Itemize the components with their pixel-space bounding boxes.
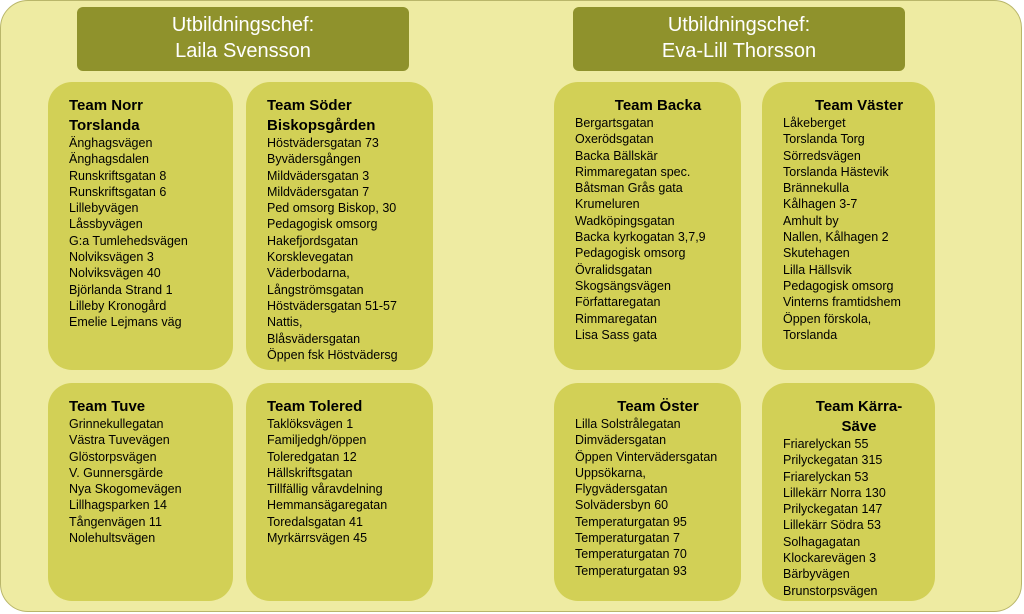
address-item: Långströmsgatan: [267, 282, 364, 297]
address-item: Mildvädersgatan 7: [267, 184, 370, 199]
address-item: Korsklevegatan: [267, 250, 354, 265]
address-item: Lillekärr Södra 53: [783, 518, 881, 533]
address-item: Hemmansägaregatan: [267, 498, 388, 513]
address-item: Lillekärr Norra 130: [783, 485, 886, 500]
address-item: Västra Tuvevägen: [69, 433, 170, 448]
team-title: [69, 397, 233, 417]
address-item: Pedagogisk omsorg: [267, 217, 378, 232]
address-item: Väderbodarna,: [267, 266, 350, 281]
address-item: Flygvädersgatan: [575, 482, 668, 497]
address-list: [783, 436, 935, 599]
team-box-karra-save: [762, 383, 935, 601]
team-box-vaster: [762, 82, 935, 370]
address-item: Tillfällig våravdelning: [267, 482, 383, 497]
address-item: Författaregatan: [575, 295, 661, 310]
team-title: [575, 96, 741, 116]
address-item: Taklöksvägen 1: [267, 417, 354, 431]
address-item: Temperaturgatan 95: [575, 514, 687, 529]
team-box-soder-biskopsgarden: [246, 82, 433, 370]
address-item: Familjedgh/öppen: [267, 433, 367, 448]
address-item: Sörredsvägen: [783, 148, 861, 163]
address-item: Båtsman Grås gata: [575, 181, 683, 196]
address-item: Kålhagen 3-7: [783, 197, 858, 212]
team-box-tolered: [246, 383, 433, 601]
address-item: Krumeluren: [575, 197, 640, 212]
address-item: Grinnekullegatan: [69, 417, 164, 431]
address-item: Temperaturgatan 93: [575, 563, 687, 578]
address-item: Emelie Lejmans väg: [69, 315, 182, 330]
team-title: [783, 397, 935, 437]
address-item: Låssbyvägen: [69, 217, 143, 232]
team-title: [267, 96, 433, 136]
address-item: Pedagogisk omsorg: [783, 278, 894, 293]
chef-role: Utbildningschef:: [667, 14, 811, 36]
address-item: Rimmaregatan: [575, 311, 657, 326]
address-list: [69, 135, 233, 331]
chef-box-left: [77, 7, 409, 71]
address-item: Lisa Sass gata: [575, 327, 657, 342]
address-item: Lilla Solstrålegatan: [575, 417, 681, 431]
address-item: Toleredgatan 12: [267, 449, 357, 464]
address-item: Rimmaregatan spec.: [575, 164, 691, 179]
address-item: Bergartsgatan: [575, 116, 654, 130]
address-item: Vinterns framtidshem: [783, 295, 901, 310]
address-item: Änghagsdalen: [69, 152, 149, 167]
address-item: Skutehagen: [783, 246, 850, 261]
chef-box-right: [573, 7, 905, 71]
address-item: Tångenvägen 11: [69, 514, 162, 529]
address-item: Brännekulla: [783, 181, 850, 196]
address-item: Prilyckegatan 315: [783, 453, 883, 468]
address-item: Låkeberget: [783, 116, 846, 130]
address-list: [267, 135, 433, 363]
address-item: Torslanda Torg: [783, 132, 865, 147]
team-title-line: Team Kärra-: [815, 398, 903, 415]
address-item: Ped omsorg Biskop, 30: [267, 201, 397, 216]
address-item: Nattis,: [267, 315, 303, 330]
address-item: Dimvädersgatan: [575, 433, 667, 448]
address-item: Amhult by: [783, 213, 839, 228]
address-item: Runskriftsgatan 6: [69, 184, 167, 199]
address-item: Bärbyvägen: [783, 567, 850, 582]
address-item: Lillhagsparken 14: [69, 498, 167, 513]
address-list: [575, 416, 741, 579]
address-item: G:a Tumlehedsvägen: [69, 233, 188, 248]
address-item: Backa Bällskär: [575, 148, 658, 163]
address-item: Pedagogisk omsorg: [575, 246, 686, 261]
address-item: Änghagsvägen: [69, 136, 153, 150]
team-title-line: Team Tolered: [267, 398, 363, 415]
address-item: Friarelyckan 53: [783, 469, 869, 484]
address-item: Toredalsgatan 41: [267, 514, 363, 529]
address-item: Björlanda Strand 1: [69, 282, 173, 297]
team-title: [575, 397, 741, 417]
team-title: [783, 96, 935, 116]
team-box-oster: [554, 383, 741, 601]
address-item: Temperaturgatan 7: [575, 531, 680, 546]
address-list: [575, 115, 741, 343]
address-item: Prilyckegatan 147: [783, 502, 883, 517]
address-item: Solvädersbyn 60: [575, 498, 669, 513]
address-item: Brunstorpsvägen: [783, 583, 878, 598]
address-item: Öppen förskola,: [783, 311, 872, 326]
address-item: Klockarevägen 3: [783, 551, 877, 566]
address-item: Mildvädersgatan 3: [267, 168, 370, 183]
address-item: Glöstorpsvägen: [69, 449, 157, 464]
address-item: Friarelyckan 55: [783, 437, 869, 451]
team-title-line: Team Tuve: [69, 398, 146, 415]
address-item: Solhagagatan: [783, 534, 861, 549]
team-box-tuve: [48, 383, 233, 601]
address-item: Torslanda: [783, 327, 838, 342]
team-title-line: Team Öster: [617, 398, 699, 415]
chef-name: Laila Svensson: [175, 40, 311, 62]
address-item: Temperaturgatan 70: [575, 547, 687, 562]
team-title: [267, 397, 433, 417]
team-box-norr-torslanda: [48, 82, 233, 370]
address-item: Myrkärrsvägen 45: [267, 531, 368, 546]
address-item: Backa kyrkogatan 3,7,9: [575, 230, 706, 245]
address-item: Lilleby Kronogård: [69, 298, 167, 313]
address-item: Nolviksvägen 3: [69, 250, 154, 265]
address-item: Lilla Hällsvik: [783, 262, 852, 277]
team-title-line: Torslanda: [69, 117, 140, 134]
team-title-line: Team Söder: [267, 97, 352, 114]
address-item: Nolviksvägen 40: [69, 266, 161, 281]
team-title-line: Säve: [841, 418, 877, 435]
address-item: Wadköpingsgatan: [575, 213, 675, 228]
chef-role: Utbildningschef:: [171, 14, 315, 36]
address-item: Blåsvädersgatan: [267, 331, 361, 346]
team-box-backa: [554, 82, 741, 370]
address-list: [267, 416, 433, 546]
address-item: Övralidsgatan: [575, 262, 653, 277]
team-title: [69, 96, 233, 136]
address-item: Byvädersgången: [267, 152, 361, 167]
address-item: Höstvädersgatan 73: [267, 136, 379, 150]
address-item: Hällskriftsgatan: [267, 465, 353, 480]
address-list: [69, 416, 233, 546]
address-item: Uppsökarna,: [575, 465, 646, 480]
address-item: Nolehultsvägen: [69, 531, 156, 546]
address-item: Höstvädersgatan 51-57: [267, 298, 397, 313]
address-list: [783, 115, 935, 343]
address-item: Hakefjordsgatan: [267, 233, 359, 248]
address-item: Nya Skogomevägen: [69, 482, 182, 497]
chef-name: Eva-Lill Thorsson: [661, 40, 817, 62]
address-item: Nallen, Kålhagen 2: [783, 230, 889, 245]
team-title-line: Biskopsgården: [267, 117, 376, 134]
address-item: Skogsängsvägen: [575, 278, 671, 293]
team-title-line: Team Väster: [814, 97, 904, 114]
team-title-line: Team Norr: [69, 97, 143, 114]
address-item: Öppen fsk Höstvädersg: [267, 347, 398, 362]
address-item: Lillebyvägen: [69, 201, 139, 216]
address-item: Öppen Vintervädersgatan: [575, 449, 718, 464]
team-title-line: Team Backa: [614, 97, 702, 114]
address-item: Oxerödsgatan: [575, 132, 654, 147]
address-item: Runskriftsgatan 8: [69, 168, 167, 183]
address-item: Torslanda Hästevik: [783, 164, 889, 179]
address-item: V. Gunnersgärde: [69, 465, 164, 480]
